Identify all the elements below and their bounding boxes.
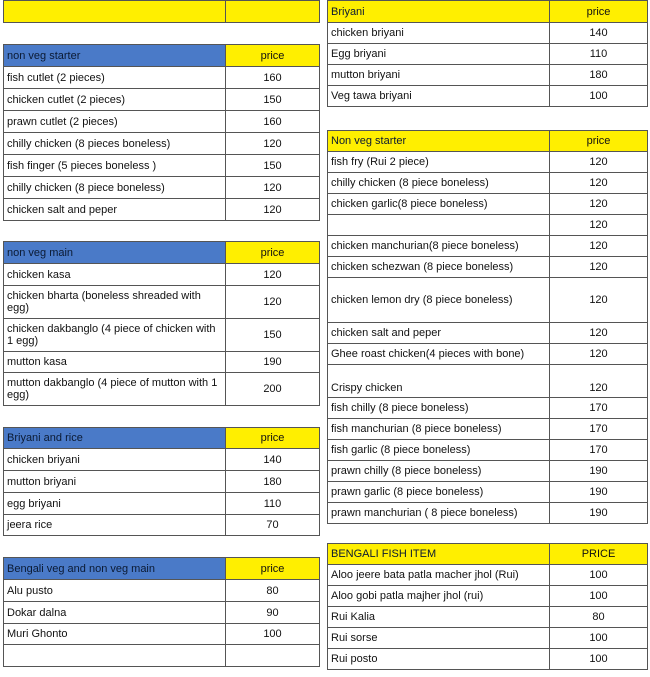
item-name: chicken bharta (boneless shreaded with egg): [4, 286, 226, 319]
item-price: 150: [226, 155, 320, 177]
menu-row: [4, 155, 320, 177]
menu-row: [328, 194, 648, 215]
item-price: 120: [226, 264, 320, 286]
item-name: Veg tawa briyani: [328, 86, 550, 107]
item-name: mutton briyani: [4, 471, 226, 493]
item-name: chilly chicken (8 pieces boneless): [4, 133, 226, 155]
item-name: Muri Ghonto: [4, 624, 226, 645]
item-price: 120: [550, 257, 648, 278]
item-name: chicken briyani: [328, 23, 550, 44]
item-name: Ghee roast chicken(4 pieces with bone): [328, 344, 550, 365]
item-name: Dokar dalna: [4, 602, 226, 624]
item-price: 100: [550, 86, 648, 107]
item-price: 170: [550, 398, 648, 419]
item-name: Rui Kalia: [328, 607, 550, 628]
item-name: fish cutlet (2 pieces): [4, 67, 226, 89]
item-name: egg briyani: [4, 493, 226, 515]
item-name: prawn manchurian ( 8 piece boneless): [328, 503, 550, 524]
item-price: 170: [550, 440, 648, 461]
menu-row: [328, 173, 648, 194]
menu-row: [328, 565, 648, 586]
item-name: chicken salt and peper: [328, 323, 550, 344]
item-price: 70: [226, 515, 320, 536]
menu-row: [328, 23, 648, 44]
item-price: 190: [550, 461, 648, 482]
item-name: fish fry (Rui 2 piece): [328, 152, 550, 173]
item-price: 100: [550, 586, 648, 607]
item-name: chicken cutlet (2 pieces): [4, 89, 226, 111]
item-name: chicken manchurian(8 piece boneless): [328, 236, 550, 257]
section-header: [328, 1, 648, 23]
item-name: chicken salt and peper: [4, 199, 226, 221]
item-price: 120: [550, 236, 648, 257]
item-price: 100: [550, 649, 648, 670]
menu-row: [4, 471, 320, 493]
item-price: 180: [226, 471, 320, 493]
menu-row: [4, 264, 320, 286]
menu-row: [4, 580, 320, 602]
menu-row: [328, 215, 648, 236]
item-name: chilly chicken (8 piece boneless): [328, 173, 550, 194]
item-name: chicken kasa: [4, 264, 226, 286]
menu-row: [328, 419, 648, 440]
item-name: Alu pusto: [4, 580, 226, 602]
left-menu-table: [3, 0, 320, 667]
menu-row: [328, 236, 648, 257]
section-header: [4, 45, 320, 67]
menu-row: [328, 86, 648, 107]
empty-row: [4, 645, 320, 667]
menu-row: [328, 65, 648, 86]
item-price: 190: [226, 352, 320, 373]
price-header: PRICE: [550, 544, 648, 565]
item-price: 160: [226, 111, 320, 133]
item-price: 120: [550, 173, 648, 194]
menu-row: [328, 607, 648, 628]
item-price: 120: [226, 133, 320, 155]
menu-row: [4, 602, 320, 624]
item-price: 190: [550, 503, 648, 524]
item-price: 100: [550, 565, 648, 586]
section-title: Non veg starter: [328, 131, 550, 152]
menu-row: [328, 482, 648, 503]
section-title: BENGALI FISH ITEM: [328, 544, 550, 565]
section-header: [4, 428, 320, 449]
menu-row: [328, 503, 648, 524]
item-name: Rui sorse: [328, 628, 550, 649]
menu-row: [4, 515, 320, 536]
item-price: 80: [226, 580, 320, 602]
spacer-row: [4, 23, 320, 45]
item-price: 120: [550, 152, 648, 173]
section-header: [4, 242, 320, 264]
item-name: Rui posto: [328, 649, 550, 670]
item-price: 120: [550, 278, 648, 323]
section-title: non veg starter: [4, 45, 226, 67]
item-name: mutton briyani: [328, 65, 550, 86]
item-name: fish chilly (8 piece boneless): [328, 398, 550, 419]
menu-row: [4, 352, 320, 373]
item-price: 120: [550, 365, 648, 398]
item-name: chilly chicken (8 piece boneless): [4, 177, 226, 199]
top-yellow-row: [4, 1, 320, 23]
section-header: [4, 558, 320, 580]
item-price: 110: [226, 493, 320, 515]
menu-row: [328, 649, 648, 670]
menu-row: [328, 344, 648, 365]
item-name: fish garlic (8 piece boneless): [328, 440, 550, 461]
menu-row: [4, 199, 320, 221]
menu-row: [4, 493, 320, 515]
item-price: 120: [550, 344, 648, 365]
menu-row: [4, 286, 320, 319]
menu-row: [4, 133, 320, 155]
section-header: [328, 131, 648, 152]
item-name: jeera rice: [4, 515, 226, 536]
menu-row: [4, 624, 320, 645]
item-name: mutton kasa: [4, 352, 226, 373]
menu-row: [328, 586, 648, 607]
item-name: chicken briyani: [4, 449, 226, 471]
item-name: fish finger (5 pieces boneless ): [4, 155, 226, 177]
spacer-row: [4, 406, 320, 428]
item-price: 120: [550, 323, 648, 344]
menu-row: [4, 67, 320, 89]
item-price: 180: [550, 65, 648, 86]
item-price: 100: [226, 624, 320, 645]
price-header: price: [226, 242, 320, 264]
menu-row: [4, 177, 320, 199]
item-name: mutton dakbanglo (4 piece of mutton with 1 egg): [4, 373, 226, 406]
price-header: price: [550, 1, 648, 23]
item-price: 120: [550, 194, 648, 215]
menu-row: [4, 89, 320, 111]
menu-row: [4, 449, 320, 471]
item-price: 200: [226, 373, 320, 406]
item-price: 150: [226, 319, 320, 352]
item-name: Crispy chicken: [328, 365, 550, 398]
spacer-row: [328, 107, 648, 131]
item-price: 160: [226, 67, 320, 89]
spacer-row: [4, 221, 320, 242]
spacer-row: [4, 536, 320, 558]
item-name: prawn cutlet (2 pieces): [4, 111, 226, 133]
section-title: Bengali veg and non veg main: [4, 558, 226, 580]
menu-row: [328, 440, 648, 461]
right-menu-table: [327, 0, 648, 670]
menu-row: [328, 628, 648, 649]
menu-row: [4, 111, 320, 133]
menu-row: [328, 44, 648, 65]
section-title: non veg main: [4, 242, 226, 264]
item-name: chicken schezwan (8 piece boneless): [328, 257, 550, 278]
menu-row: [328, 365, 648, 398]
price-header: price: [226, 558, 320, 580]
item-price: 100: [550, 628, 648, 649]
item-name: fish manchurian (8 piece boneless): [328, 419, 550, 440]
item-name: Egg briyani: [328, 44, 550, 65]
item-price: 140: [226, 449, 320, 471]
item-name: chicken dakbanglo (4 piece of chicken with 1 egg): [4, 319, 226, 352]
item-price: 120: [550, 215, 648, 236]
menu-row: [328, 398, 648, 419]
item-price: 110: [550, 44, 648, 65]
item-price: 120: [226, 199, 320, 221]
price-header: price: [550, 131, 648, 152]
section-header: [328, 544, 648, 565]
item-name: chicken garlic(8 piece boneless): [328, 194, 550, 215]
menu-row: [328, 323, 648, 344]
menu-row: [328, 152, 648, 173]
menu-row: [328, 257, 648, 278]
item-price: 120: [226, 286, 320, 319]
item-price: 190: [550, 482, 648, 503]
section-title: Briyani and rice: [4, 428, 226, 449]
section-title: Briyani: [328, 1, 550, 23]
item-price: 80: [550, 607, 648, 628]
item-price: 150: [226, 89, 320, 111]
price-header: price: [226, 45, 320, 67]
item-name: Aloo gobi patla majher jhol (rui): [328, 586, 550, 607]
price-header: price: [226, 428, 320, 449]
menu-row: [4, 373, 320, 406]
item-price: 90: [226, 602, 320, 624]
menu-row: [328, 278, 648, 323]
item-price: 170: [550, 419, 648, 440]
item-name: [328, 215, 550, 236]
item-price: 120: [226, 177, 320, 199]
item-name: [4, 1, 226, 23]
menu-row: [4, 319, 320, 352]
item-price: 140: [550, 23, 648, 44]
item-name: prawn garlic (8 piece boneless): [328, 482, 550, 503]
item-name: prawn chilly (8 piece boneless): [328, 461, 550, 482]
item-name: chicken lemon dry (8 piece boneless): [328, 278, 550, 323]
item-name: Aloo jeere bata patla macher jhol (Rui): [328, 565, 550, 586]
spacer-row: [328, 524, 648, 544]
item-price: [226, 1, 320, 23]
menu-row: [328, 461, 648, 482]
